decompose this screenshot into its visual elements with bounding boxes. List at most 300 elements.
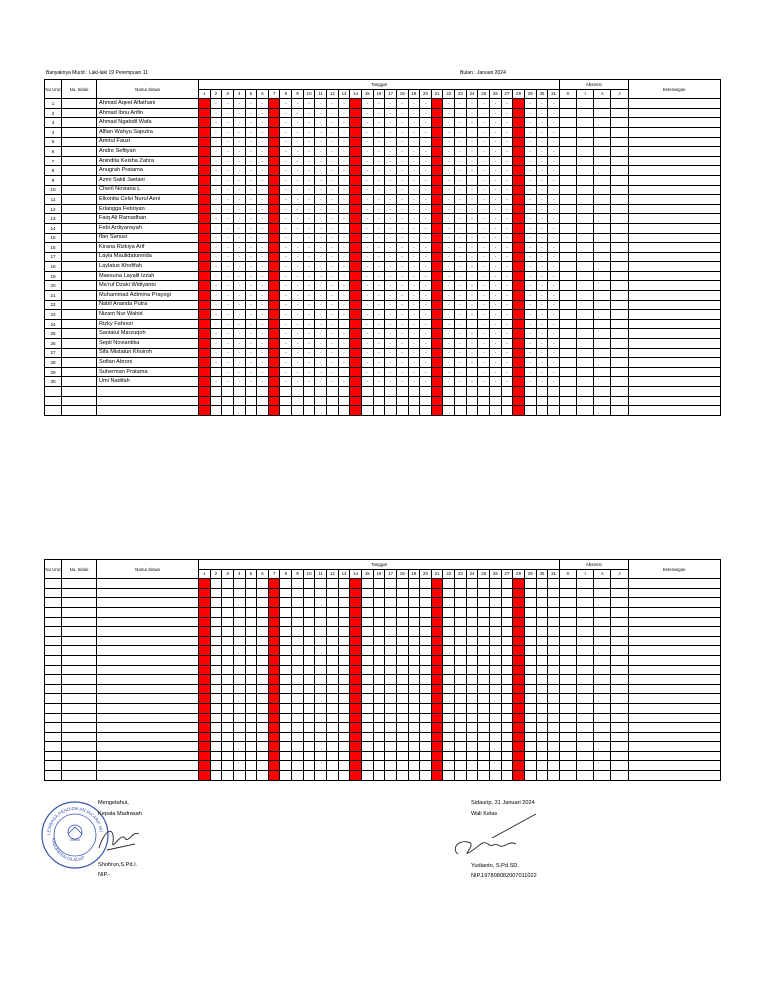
attendance-cell: - — [280, 358, 292, 368]
attendance-cell — [443, 655, 455, 665]
attendance-cell — [408, 703, 420, 713]
student-name — [97, 617, 199, 627]
attendance-cell — [490, 588, 502, 598]
attendance-cell: - — [396, 127, 408, 137]
attendance-cell: - — [292, 281, 304, 291]
attendance-cell — [548, 751, 560, 761]
attendance-cell — [548, 684, 560, 694]
absensi-header: J — [611, 569, 628, 579]
attendance-cell: - — [257, 127, 269, 137]
attendance-cell: - — [303, 127, 315, 137]
absensi-cell — [611, 147, 628, 157]
attendance-cell: - — [478, 319, 490, 329]
attendance-cell — [222, 396, 234, 406]
attendance-cell: - — [536, 137, 548, 147]
attendance-cell: - — [524, 358, 536, 368]
attendance-cell: - — [292, 233, 304, 243]
absensi-cell — [594, 310, 611, 320]
holiday-cell — [268, 329, 280, 339]
attendance-cell — [315, 655, 327, 665]
attendance-cell — [396, 665, 408, 675]
attendance-cell: - — [466, 223, 478, 233]
holiday-cell — [199, 243, 211, 253]
day-header: 27 — [501, 89, 513, 99]
holiday-cell — [268, 377, 280, 387]
header-keterangan: Keterangan — [628, 560, 720, 579]
holiday-cell — [350, 387, 362, 397]
attendance-cell — [222, 665, 234, 675]
attendance-cell — [210, 617, 222, 627]
absensi-cell — [577, 348, 594, 358]
attendance-cell — [408, 636, 420, 646]
attendance-cell: - — [315, 185, 327, 195]
attendance-cell: - — [222, 310, 234, 320]
holiday-cell — [350, 300, 362, 310]
attendance-cell — [361, 627, 373, 637]
row-induk — [62, 310, 97, 320]
row-number — [45, 655, 62, 665]
holiday-cell — [513, 655, 525, 665]
attendance-cell: - — [338, 310, 350, 320]
attendance-cell: - — [257, 281, 269, 291]
attendance-cell: - — [257, 339, 269, 349]
attendance-cell — [478, 636, 490, 646]
absensi-cell — [577, 675, 594, 685]
holiday-cell — [350, 732, 362, 742]
holiday-cell — [268, 204, 280, 214]
absensi-cell — [577, 108, 594, 118]
holiday-cell — [431, 396, 443, 406]
attendance-cell — [303, 636, 315, 646]
day-header: 25 — [478, 569, 490, 579]
absensi-cell — [577, 156, 594, 166]
student-name: Anugrah Pratama — [97, 166, 199, 176]
attendance-cell — [478, 694, 490, 704]
attendance-cell — [396, 751, 408, 761]
holiday-cell — [513, 204, 525, 214]
attendance-cell — [420, 598, 432, 608]
table-row — [45, 319, 721, 329]
day-header: 2 — [210, 569, 222, 579]
attendance-cell: - — [292, 300, 304, 310]
attendance-cell: - — [490, 291, 502, 301]
holiday-cell — [268, 319, 280, 329]
holiday-cell — [268, 646, 280, 656]
attendance-cell: - — [222, 214, 234, 224]
attendance-cell: - — [466, 195, 478, 205]
attendance-cell — [501, 607, 513, 617]
absensi-cell — [577, 118, 594, 128]
attendance-cell: - — [478, 204, 490, 214]
holiday-cell — [199, 233, 211, 243]
absensi-cell — [577, 713, 594, 723]
attendance-cell: - — [548, 358, 560, 368]
attendance-cell: - — [280, 329, 292, 339]
attendance-cell: - — [501, 195, 513, 205]
attendance-cell: - — [420, 291, 432, 301]
attendance-cell: - — [210, 310, 222, 320]
absensi-cell — [559, 166, 576, 176]
attendance-cell — [443, 732, 455, 742]
absensi-cell — [559, 665, 576, 675]
holiday-cell — [199, 127, 211, 137]
attendance-cell: - — [338, 204, 350, 214]
attendance-cell: - — [466, 147, 478, 157]
absensi-cell — [611, 262, 628, 272]
attendance-cell — [466, 588, 478, 598]
attendance-cell — [338, 396, 350, 406]
student-name — [97, 684, 199, 694]
absensi-cell — [577, 185, 594, 195]
attendance-cell: - — [408, 156, 420, 166]
attendance-cell — [385, 588, 397, 598]
absensi-cell — [594, 262, 611, 272]
attendance-cell: - — [327, 204, 339, 214]
absensi-cell — [611, 588, 628, 598]
absensi-cell — [559, 223, 576, 233]
day-header: 14 — [350, 89, 362, 99]
attendance-cell — [233, 636, 245, 646]
row-induk — [62, 588, 97, 598]
attendance-cell: - — [524, 281, 536, 291]
row-induk — [62, 300, 97, 310]
attendance-cell — [315, 396, 327, 406]
attendance-cell — [315, 598, 327, 608]
attendance-cell — [257, 598, 269, 608]
attendance-cell: - — [443, 99, 455, 109]
attendance-cell: - — [245, 233, 257, 243]
attendance-cell: - — [233, 291, 245, 301]
table-row — [45, 127, 721, 137]
attendance-cell: - — [455, 185, 467, 195]
row-number: 12 — [45, 204, 62, 214]
attendance-cell — [443, 617, 455, 627]
attendance-cell: - — [280, 175, 292, 185]
absensi-cell — [577, 195, 594, 205]
attendance-cell: - — [292, 99, 304, 109]
attendance-cell: - — [373, 358, 385, 368]
attendance-cell — [536, 703, 548, 713]
attendance-cell: - — [548, 329, 560, 339]
row-number: 15 — [45, 233, 62, 243]
holiday-cell — [199, 636, 211, 646]
attendance-cell — [385, 406, 397, 416]
attendance-cell — [524, 742, 536, 752]
row-induk — [62, 127, 97, 137]
absensi-cell — [611, 348, 628, 358]
attendance-cell: - — [524, 195, 536, 205]
attendance-cell: - — [396, 281, 408, 291]
holiday-cell — [513, 579, 525, 589]
attendance-cell: - — [303, 156, 315, 166]
attendance-cell: - — [315, 252, 327, 262]
holiday-cell — [268, 723, 280, 733]
attendance-cell — [501, 732, 513, 742]
attendance-cell — [327, 732, 339, 742]
attendance-cell: - — [408, 271, 420, 281]
holiday-cell — [431, 310, 443, 320]
attendance-cell — [443, 713, 455, 723]
absensi-cell — [559, 636, 576, 646]
attendance-cell: - — [361, 310, 373, 320]
attendance-cell: - — [210, 348, 222, 358]
attendance-cell: - — [490, 348, 502, 358]
day-header: 17 — [385, 569, 397, 579]
day-header: 29 — [524, 89, 536, 99]
attendance-cell — [408, 732, 420, 742]
absensi-cell — [577, 607, 594, 617]
attendance-cell: - — [524, 252, 536, 262]
table-row — [45, 703, 721, 713]
attendance-cell — [385, 665, 397, 675]
absensi-cell — [559, 723, 576, 733]
attendance-cell: - — [280, 243, 292, 253]
attendance-cell: - — [257, 223, 269, 233]
attendance-cell — [280, 751, 292, 761]
attendance-cell: - — [303, 377, 315, 387]
attendance-cell — [385, 703, 397, 713]
attendance-cell — [303, 607, 315, 617]
absensi-cell — [611, 636, 628, 646]
absensi-cell — [594, 348, 611, 358]
absensi-cell — [594, 233, 611, 243]
attendance-cell — [292, 646, 304, 656]
attendance-cell: - — [536, 147, 548, 157]
attendance-cell — [501, 598, 513, 608]
attendance-cell: - — [257, 329, 269, 339]
attendance-cell — [408, 598, 420, 608]
attendance-cell: - — [420, 147, 432, 157]
attendance-cell — [303, 579, 315, 589]
table-row — [45, 175, 721, 185]
attendance-cell: - — [233, 358, 245, 368]
attendance-cell: - — [280, 281, 292, 291]
attendance-cell — [396, 396, 408, 406]
holiday-cell — [268, 387, 280, 397]
attendance-cell: - — [303, 166, 315, 176]
row-induk — [62, 771, 97, 781]
attendance-cell — [222, 713, 234, 723]
absensi-cell — [611, 204, 628, 214]
absensi-cell — [611, 579, 628, 589]
absensi-cell — [611, 185, 628, 195]
attendance-cell — [408, 751, 420, 761]
attendance-cell: - — [420, 214, 432, 224]
attendance-cell: - — [245, 281, 257, 291]
student-name: Ifan Sanusi — [97, 233, 199, 243]
absensi-cell — [577, 617, 594, 627]
attendance-cell — [536, 607, 548, 617]
attendance-cell — [536, 675, 548, 685]
left-sig-line1: Mengetahui, — [98, 800, 129, 806]
absensi-cell — [611, 665, 628, 675]
attendance-cell — [501, 655, 513, 665]
attendance-cell: - — [524, 300, 536, 310]
holiday-cell — [513, 329, 525, 339]
attendance-cell: - — [222, 233, 234, 243]
holiday-cell — [199, 713, 211, 723]
absensi-cell — [577, 223, 594, 233]
holiday-cell — [268, 252, 280, 262]
student-name: Faiq Ali Ramadhan — [97, 214, 199, 224]
attendance-cell: - — [466, 281, 478, 291]
attendance-cell: - — [443, 108, 455, 118]
table-row — [45, 118, 721, 128]
attendance-cell: - — [548, 243, 560, 253]
attendance-cell — [478, 607, 490, 617]
day-header: 15 — [361, 569, 373, 579]
row-induk — [62, 646, 97, 656]
absensi-cell — [594, 646, 611, 656]
attendance-cell: - — [361, 175, 373, 185]
attendance-cell: - — [292, 156, 304, 166]
attendance-cell — [466, 713, 478, 723]
attendance-cell — [548, 694, 560, 704]
attendance-cell: - — [327, 147, 339, 157]
attendance-cell: - — [315, 319, 327, 329]
holiday-cell — [350, 684, 362, 694]
holiday-cell — [431, 281, 443, 291]
attendance-cell — [385, 694, 397, 704]
table-row — [45, 387, 721, 397]
attendance-cell: - — [478, 281, 490, 291]
attendance-cell: - — [396, 358, 408, 368]
attendance-cell — [408, 675, 420, 685]
holiday-cell — [268, 627, 280, 637]
day-header: 2 — [210, 89, 222, 99]
attendance-cell: - — [338, 137, 350, 147]
attendance-cell — [292, 742, 304, 752]
attendance-cell — [443, 636, 455, 646]
row-number — [45, 713, 62, 723]
holiday-cell — [268, 742, 280, 752]
attendance-cell: - — [361, 358, 373, 368]
row-induk — [62, 607, 97, 617]
attendance-cell: - — [408, 204, 420, 214]
attendance-cell: - — [303, 243, 315, 253]
attendance-cell: - — [455, 175, 467, 185]
attendance-cell — [524, 387, 536, 397]
holiday-cell — [513, 636, 525, 646]
attendance-cell: - — [303, 339, 315, 349]
attendance-cell: - — [466, 185, 478, 195]
holiday-cell — [513, 185, 525, 195]
holiday-cell — [350, 713, 362, 723]
attendance-cell: - — [222, 137, 234, 147]
holiday-cell — [431, 732, 443, 742]
holiday-cell — [199, 675, 211, 685]
attendance-cell — [361, 761, 373, 771]
attendance-cell — [408, 646, 420, 656]
attendance-cell — [501, 742, 513, 752]
holiday-cell — [350, 675, 362, 685]
attendance-cell: - — [338, 214, 350, 224]
attendance-cell — [443, 751, 455, 761]
attendance-cell: - — [443, 310, 455, 320]
attendance-cell: - — [373, 214, 385, 224]
row-number — [45, 751, 62, 761]
absensi-cell — [594, 761, 611, 771]
student-name: Muhammad Adimma Prayogi — [97, 291, 199, 301]
attendance-cell — [478, 598, 490, 608]
absensi-cell — [577, 703, 594, 713]
table-row — [45, 243, 721, 253]
attendance-cell: - — [303, 185, 315, 195]
row-number — [45, 684, 62, 694]
holiday-cell — [350, 607, 362, 617]
attendance-cell: - — [536, 204, 548, 214]
attendance-cell: - — [420, 108, 432, 118]
holiday-cell — [513, 281, 525, 291]
attendance-cell: - — [210, 127, 222, 137]
attendance-cell: - — [327, 233, 339, 243]
row-number: 4 — [45, 127, 62, 137]
attendance-cell — [478, 396, 490, 406]
attendance-cell: - — [536, 252, 548, 262]
absensi-cell — [611, 732, 628, 742]
attendance-cell — [222, 598, 234, 608]
header-no-induk: No. Induk — [62, 80, 97, 99]
attendance-cell — [373, 636, 385, 646]
absensi-cell — [611, 223, 628, 233]
attendance-cell: - — [466, 252, 478, 262]
holiday-cell — [199, 175, 211, 185]
attendance-cell — [478, 646, 490, 656]
table-row — [45, 166, 721, 176]
attendance-cell — [233, 713, 245, 723]
table-row — [45, 185, 721, 195]
attendance-cell — [420, 703, 432, 713]
attendance-cell — [466, 723, 478, 733]
holiday-cell — [513, 214, 525, 224]
keterangan-cell — [628, 185, 720, 195]
attendance-cell: - — [536, 281, 548, 291]
holiday-cell — [350, 137, 362, 147]
holiday-cell — [431, 684, 443, 694]
attendance-cell — [222, 703, 234, 713]
holiday-cell — [268, 108, 280, 118]
attendance-cell: - — [210, 223, 222, 233]
attendance-cell: - — [536, 262, 548, 272]
attendance-cell — [501, 617, 513, 627]
holiday-cell — [350, 195, 362, 205]
attendance-cell: - — [385, 300, 397, 310]
row-induk — [62, 396, 97, 406]
row-induk — [62, 723, 97, 733]
attendance-cell: - — [490, 367, 502, 377]
holiday-cell — [431, 761, 443, 771]
student-name: Nizam Nur Wahid — [97, 310, 199, 320]
holiday-cell — [199, 358, 211, 368]
attendance-cell: - — [396, 175, 408, 185]
attendance-cell: - — [292, 329, 304, 339]
attendance-cell: - — [490, 195, 502, 205]
attendance-cell: - — [292, 214, 304, 224]
day-header: 22 — [443, 569, 455, 579]
row-number — [45, 694, 62, 704]
attendance-cell — [327, 636, 339, 646]
attendance-cell: - — [222, 175, 234, 185]
attendance-cell: - — [420, 118, 432, 128]
row-number: 3 — [45, 118, 62, 128]
attendance-cell: - — [257, 175, 269, 185]
attendance-cell: - — [466, 377, 478, 387]
holiday-cell — [199, 627, 211, 637]
attendance-cell: - — [501, 147, 513, 157]
holiday-cell — [268, 233, 280, 243]
attendance-cell: - — [490, 166, 502, 176]
attendance-cell: - — [280, 108, 292, 118]
